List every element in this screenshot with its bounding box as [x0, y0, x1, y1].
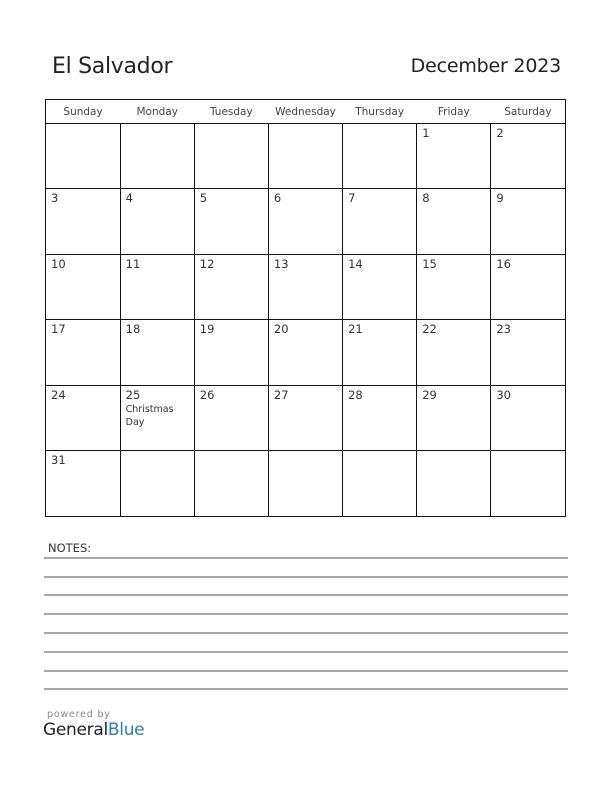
notes-label: NOTES: — [48, 541, 92, 555]
notes-line — [44, 632, 568, 634]
day-number: 11 — [125, 256, 141, 271]
weekday-monday: Monday — [120, 100, 194, 124]
day-number: 24 — [51, 387, 66, 402]
day-cell — [194, 254, 268, 319]
day-number: 23 — [496, 322, 511, 337]
holiday-label: Christmas Day — [125, 403, 174, 428]
day-cell — [491, 320, 565, 385]
week-row — [46, 320, 565, 385]
notes-line — [44, 576, 568, 578]
day-number: 27 — [273, 387, 289, 402]
day-number: 28 — [348, 387, 363, 402]
day-cell — [268, 189, 342, 254]
day-cell — [268, 254, 342, 319]
day-cell — [343, 320, 417, 385]
day-cell — [343, 385, 417, 450]
day-cell — [417, 451, 491, 516]
notes-line — [44, 594, 568, 596]
day-number: 3 — [51, 191, 59, 206]
weekday-wednesday: Wednesday — [268, 100, 342, 124]
day-cell — [120, 124, 194, 189]
day-cell — [491, 124, 565, 189]
day-cell — [120, 254, 194, 319]
day-cell — [46, 385, 120, 450]
week-row — [46, 254, 565, 319]
day-number: 8 — [422, 191, 430, 206]
month-year-title: December 2023 — [410, 55, 561, 77]
day-cell — [120, 189, 194, 254]
day-cell — [268, 451, 342, 516]
day-number: 31 — [51, 453, 66, 468]
day-cell — [417, 124, 491, 189]
day-number: 10 — [51, 256, 66, 271]
weekday-tuesday: Tuesday — [194, 100, 268, 124]
day-cell — [417, 385, 491, 450]
day-cell — [343, 124, 417, 189]
powered-by-text: powered by — [47, 709, 111, 720]
day-cell — [268, 320, 342, 385]
day-number: 12 — [199, 256, 215, 271]
day-number: 19 — [199, 322, 215, 337]
day-cell — [46, 189, 120, 254]
day-cell — [491, 385, 565, 450]
day-cell — [491, 254, 565, 319]
notes-line — [44, 557, 568, 559]
day-number: 30 — [496, 387, 511, 402]
country-title: El Salvador — [52, 54, 173, 79]
day-cell — [491, 189, 565, 254]
notes-line — [44, 651, 568, 653]
day-cell — [268, 385, 342, 450]
notes-line — [44, 670, 568, 672]
day-cell — [120, 451, 194, 516]
day-cell — [46, 124, 120, 189]
week-row — [46, 385, 565, 450]
day-cell — [194, 385, 268, 450]
day-number: 7 — [348, 191, 356, 206]
notes-line — [44, 688, 568, 690]
day-number: 26 — [199, 387, 215, 402]
day-number: 17 — [51, 322, 66, 337]
weekday-saturday: Saturday — [491, 100, 565, 124]
day-number: 20 — [273, 322, 289, 337]
day-cell — [417, 189, 491, 254]
weekday-header-row — [46, 100, 565, 124]
day-cell — [194, 451, 268, 516]
day-number: 9 — [496, 191, 504, 206]
brand-blue: Blue — [107, 720, 145, 740]
day-number: 16 — [496, 256, 511, 271]
day-number: 6 — [273, 191, 282, 206]
day-cell — [194, 189, 268, 254]
day-cell — [46, 320, 120, 385]
generalblue-logo — [43, 720, 144, 740]
day-cell — [417, 320, 491, 385]
week-row — [46, 124, 565, 189]
brand-general: General — [43, 720, 108, 740]
day-cell — [46, 254, 120, 319]
weekday-thursday: Thursday — [343, 100, 417, 124]
day-number: 25 — [125, 387, 141, 402]
day-cell — [194, 124, 268, 189]
day-number: 21 — [348, 322, 363, 337]
day-number: 4 — [125, 191, 133, 206]
day-cell — [268, 124, 342, 189]
day-cell — [194, 320, 268, 385]
week-row — [46, 451, 565, 516]
day-number: 5 — [199, 191, 208, 206]
day-cell — [120, 385, 194, 450]
weekday-sunday: Sunday — [46, 100, 120, 124]
weekday-friday: Friday — [417, 100, 491, 124]
day-number: 2 — [496, 126, 504, 140]
day-number: 22 — [422, 322, 437, 337]
day-number: 15 — [422, 256, 437, 271]
day-number: 18 — [125, 322, 141, 337]
day-cell — [417, 254, 491, 319]
day-number: 1 — [422, 126, 430, 140]
day-number: 14 — [348, 256, 363, 271]
day-cell — [343, 451, 417, 516]
week-row — [46, 189, 565, 254]
day-cell — [343, 254, 417, 319]
day-number: 13 — [273, 256, 289, 271]
day-cell — [46, 451, 120, 516]
calendar-grid — [45, 99, 566, 517]
day-cell — [491, 451, 565, 516]
day-cell — [120, 320, 194, 385]
day-number: 29 — [422, 387, 437, 402]
day-cell — [343, 189, 417, 254]
notes-line — [44, 613, 568, 615]
